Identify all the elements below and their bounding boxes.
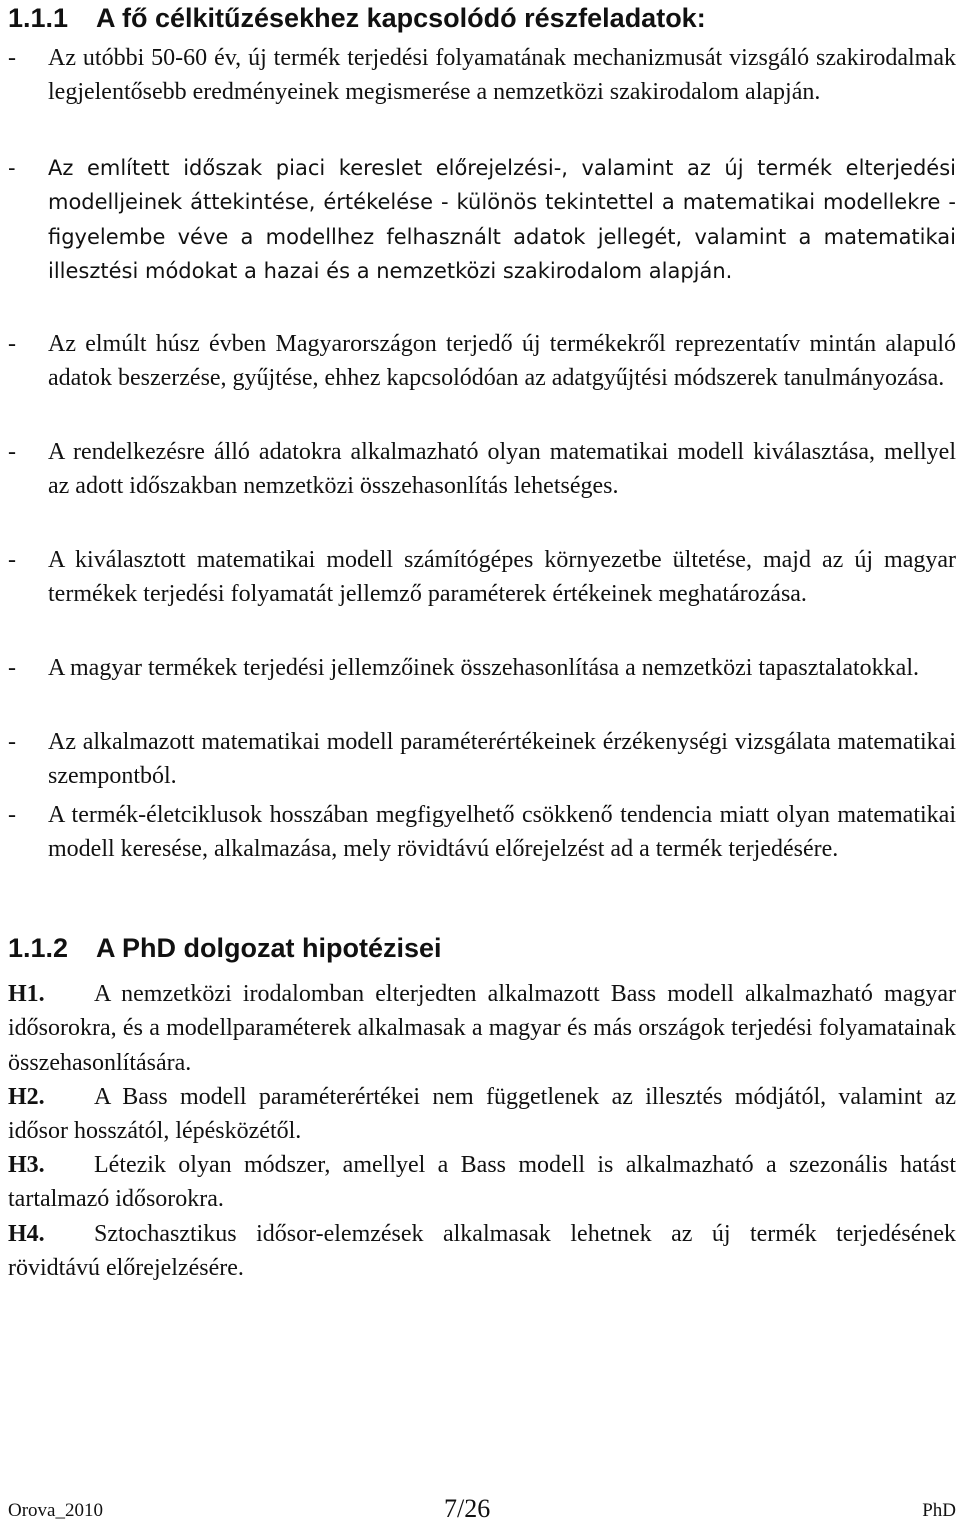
dash-bullet: - [8,547,16,573]
dash-bullet: - [8,331,16,357]
hypothesis-item [8,1148,956,1217]
list-item [8,435,956,504]
list-item [8,41,956,110]
section-title: A fő célkitűzésekhez kapcsolódó részfeladatok: [96,3,706,33]
footer-degree: PhD [922,1500,956,1521]
footer-author: Orova_2010 [8,1500,103,1521]
list-item [8,725,956,794]
hypothesis-item [8,977,956,1080]
page-number: 7/26 [444,1494,491,1523]
hypothesis-label: H2. [8,1084,45,1110]
list-item-text: A kiválasztott matematikai modell számítógépes környezetbe ültetése, majd az új magyar termékek terjedési folyamatát jellemző paraméterek értékeinek meghatározása. [48,547,956,608]
list-item-text: A termék-életciklusok hosszában megfigyelhető csökkenő tendencia miatt olyan matematikai modell keresése, alkalmazása, mely rövidtávú előrejelzést ad a termék terjedésére. [48,802,956,863]
hypothesis-item [8,1217,956,1286]
section-number: 1.1.1 [8,3,69,33]
list-item [8,798,956,867]
section-title: A PhD dolgozat hipotézisei [96,933,442,963]
list-item [8,651,956,685]
hypothesis-item [8,1080,956,1149]
section-heading-1 [8,1,706,35]
section-number: 1.1.2 [8,933,69,963]
dash-bullet: - [8,655,16,681]
dash-bullet: - [8,45,16,71]
list-item-text: A rendelkezésre álló adatokra alkalmazható olyan matematikai modell kiválasztása, mellyel az adott időszakban nemzetközi összehasonlítás lehetséges. [48,439,956,500]
hypothesis-text: A nemzetközi irodalomban elterjedten alkalmazott Bass modell alkalmazható magyar idősorokra, és a modellparaméterek alkalmasak a magyar és más országok terjedési folyamatainak összehasonlítására. [8,981,956,1076]
hypothesis-text: Létezik olyan módszer, amellyel a Bass modell is alkalmazható a szezonális hatást tartalmazó idősorokra. [8,1152,956,1213]
hypothesis-label: H4. [8,1221,45,1247]
dash-bullet: - [8,729,16,755]
hypothesis-text: A Bass modell paraméterértékei nem függetlenek az illesztés módjától, valamint az idősor hosszától, lépésközétől. [8,1084,956,1145]
list-item-text: Az utóbbi 50-60 év, új termék terjedési folyamatának mechanizmusát vizsgáló szakirodalmak legjelentősebb eredményeinek megismerése a nemzetközi szakirodalom alapján. [48,45,956,106]
list-item-text: A magyar termékek terjedési jellemzőinek összehasonlítása a nemzetközi tapasztalatokkal. [48,655,919,681]
hypothesis-label: H3. [8,1152,45,1178]
hypothesis-label: H1. [8,981,45,1007]
dash-bullet: - [8,156,16,180]
list-item-text: Az elmúlt húsz évben Magyarországon terjedő új termékekről reprezentatív mintán alapuló adatok beszerzése, gyűjtése, ehhez kapcsolódóan az adatgyűjtési módszerek tanulmányozása. [48,331,956,392]
dash-bullet: - [8,439,16,465]
dash-bullet: - [8,802,16,828]
list-item [8,543,956,612]
list-item-text: Az alkalmazott matematikai modell paraméterértékeinek érzékenységi vizsgálata matematikai szempontból. [48,729,956,790]
section-heading-2 [8,931,442,965]
list-item [8,151,956,289]
list-item [8,327,956,396]
list-item-text: Az említett időszak piaci kereslet előrejelzési-, valamint az új termék elterjedési modelljeinek áttekintése, értékelése - különös tekintettel a matematikai modellekre - figyelembe véve a modellhez felhasznált adatok jellegét, valamint a matematikai illesztési módokat a hazai és a nemzetközi szakirodalom alapján. [48,156,956,284]
hypothesis-text: Sztochasztikus idősor-elemzések alkalmasak lehetnek az új termék terjedésének rövidtávú előrejelzésére. [8,1221,956,1282]
page-footer [8,1494,956,1524]
